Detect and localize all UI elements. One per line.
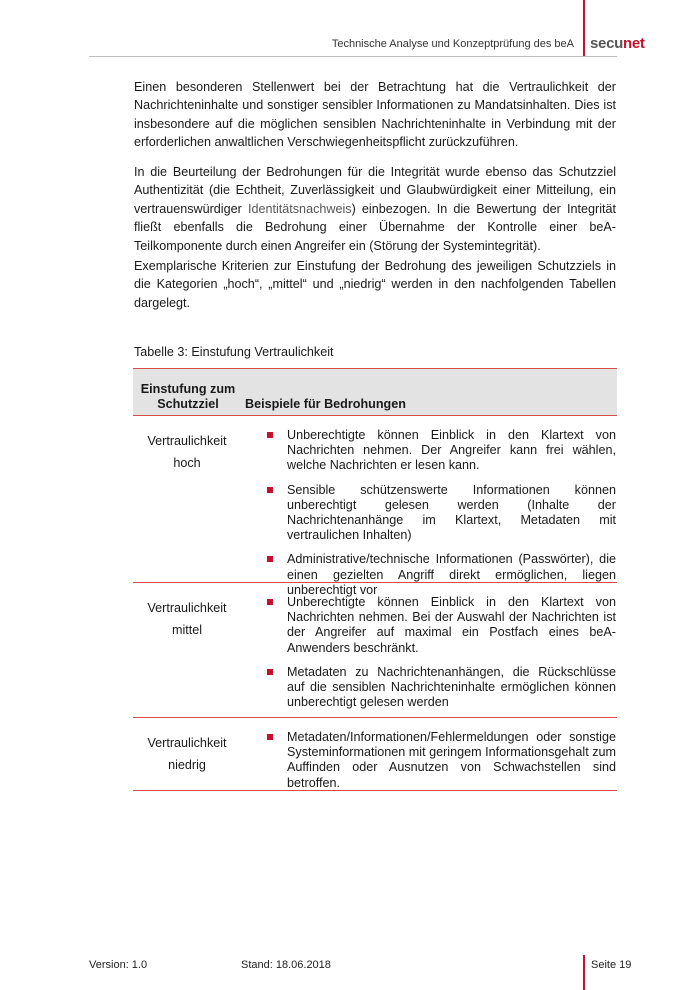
footer-version: Version: 1.0 [89,959,148,971]
logo-text-secu: secu [590,35,623,52]
level-label: niedrig [168,758,206,772]
threat-item [267,483,616,544]
threat-list [267,416,616,598]
level-label: mittel [171,623,203,637]
header-accent-line [583,0,585,56]
table-header [133,368,617,416]
level-label: hoch [173,456,201,470]
threat-text: Unberechtigte können Einblick in den Klartext von Nachrichten nehmen. Bei der Auswahl der Nachrichten ist der Angreifer auf maximal ein Postfach eines beA-Anwenders beschränkt. [287,595,616,655]
company-logo [590,35,645,52]
document-title: Technische Analyse und Konzeptprüfung des beA [331,38,574,50]
footer-page-number: Seite 19 [591,959,632,971]
header-col-classification-line2: Schutzziel [157,397,219,411]
threat-item [267,665,616,711]
threat-text: Metadaten/Informationen/Fehlermeldungen oder sonstige Systeminformationen mit geringem Informationsgehalt zum Auffinden oder Ausnutzen von Schwachstellen sind betroffen. [287,730,616,790]
threat-text: Administrative/technische Informationen (Passwörter), die einen gezielten Angriff direkt ermöglichen, liegen unberechtigt vor [287,552,616,597]
goal-label: Vertraulichkeit [147,601,227,615]
paragraph-confidentiality: Einen besonderen Stellenwert bei der Betrachtung hat die Vertraulichkeit der Nachrichteninhalte und sonstiger sensibler Informationen zu Mandatsinhalten. Dies ist insbesondere auf die möglichen sensiblen Nachrichteninhalte in Verbindung mit der erforderlichen anwaltlichen Verschwiegenheitspflicht zurückzuführen. [134,80,616,150]
classification-cell [133,430,241,474]
threat-text: Sensible schützenswerte Informationen können unberechtigt gelesen werden (Inhalte der Nachrichtenanhänge im Klartext, Metadaten mit vertraulichen Inhalten) [287,482,616,543]
square-bullet-icon [267,669,273,675]
header-col-threats: Beispiele für Bedrohungen [245,397,406,411]
paragraph-integrity [134,163,616,255]
goal-label: Vertraulichkeit [147,434,227,448]
threat-item [267,428,616,474]
classification-cell [133,597,241,641]
goal-label: Vertraulichkeit [147,736,227,750]
header-col-classification-line1: Einstufung zum [140,382,236,396]
logo-text-net: net [623,35,645,52]
confidentiality-table [133,368,617,791]
footer-date: Stand: 18.06.2018 [241,959,331,971]
paragraph-integrity-part1: In die Beurteilung der Bedrohungen für die Integrität wurde ebenso das Schutzziel Authentizität (die Echtheit, Zuverlässigkeit und Glaubwürdigkeit einer Mitteilung, ein vertrauenswürdiger [134,165,616,216]
header-divider [89,56,617,57]
threat-list [267,583,616,710]
table-row-high [133,416,617,597]
classification-cell [133,732,241,776]
square-bullet-icon [267,599,273,605]
square-bullet-icon [267,556,273,562]
table-row-low [133,718,617,791]
threat-item [267,595,616,656]
footer-accent-line [583,955,585,990]
table-row-medium [133,583,617,718]
threat-list [267,718,616,791]
square-bullet-icon [267,734,273,740]
table-caption: Tabelle 3: Einstufung Vertraulichkeit [134,345,334,359]
threat-item [267,730,616,791]
header-col-classification [133,382,243,412]
paragraph-criteria: Exemplarische Kriterien zur Einstufung der Bedrohung des jeweiligen Schutzziels in die Kategorien „hoch“, „mittel“ und „niedrig“ werden in den nachfolgenden Tabellen dargelegt. [134,259,616,310]
threat-text: Metadaten zu Nachrichtenanhängen, die Rückschlüsse auf die sensiblen Nachrichteninhalte ermöglichen können unberechtigt gelesen werden [287,664,616,710]
threat-text: Unberechtigte können Einblick in den Klartext von Nachrichten nehmen. Der Angreifer kann frei wählen, welche Nachrichten er lesen kann. [287,428,616,473]
paragraph-integrity-part2: ) einbezogen. In die Bewertung der Integrität fließt ebenfalls die Bedrohung einer Übernahme der Kontrolle einer beA-Teilkomponente durch einen Angreifer ein (Störung der Systemintegrität). [134,201,616,253]
square-bullet-icon [267,487,273,493]
identity-proof-link[interactable]: Identitätsnachweis [247,201,352,216]
square-bullet-icon [267,432,273,438]
